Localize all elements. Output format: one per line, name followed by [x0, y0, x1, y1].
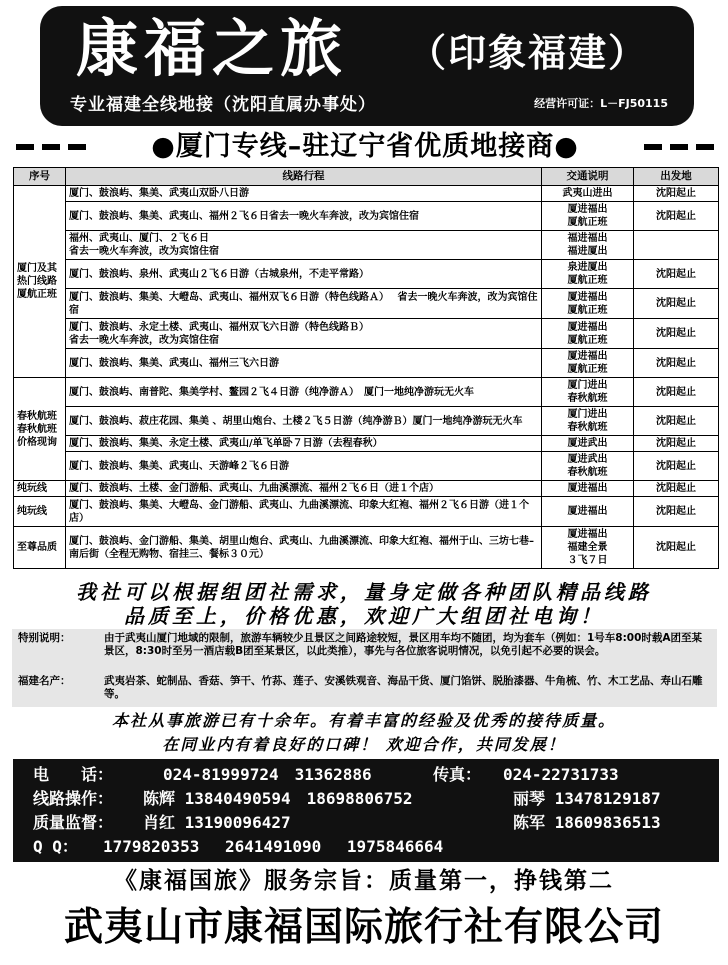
departure-city: 沈阳起止	[634, 407, 719, 436]
table-row	[14, 378, 719, 407]
departure-city: 沈阳起止	[634, 452, 719, 481]
traffic-info: 厦进福出 厦航正班	[542, 349, 634, 378]
fax-number: 024-22731733	[503, 765, 619, 784]
table-row	[14, 231, 719, 260]
traffic-info: 厦进福出 厦航正班	[542, 319, 634, 349]
section-banner	[12, 130, 718, 164]
table-row	[14, 481, 719, 497]
route-category: 春秋航班春秋航班价格现询	[14, 378, 66, 481]
traffic-info: 厦进武出	[542, 436, 634, 452]
traffic-info: 武夷山进出	[542, 186, 634, 202]
ops-label: 线路操作：	[33, 789, 114, 808]
tagline: 专业福建全线地接（沈阳直属办事处）	[70, 95, 376, 115]
traffic-info: 厦进武出 春秋航班	[542, 452, 634, 481]
route-itinerary: 厦门、鼓浪屿、集美、大嶝岛、金门游船、武夷山、九曲溪漂流、印象大红袍、福州２飞６日游（进１个店）	[66, 497, 542, 527]
departure-city: 沈阳起止	[634, 319, 719, 349]
qq-label: Q Q：	[33, 837, 78, 856]
departure-city: 沈阳起止	[634, 497, 719, 527]
route-itinerary: 厦门、鼓浪屿、金门游船、集美、胡里山炮台、武夷山、九曲溪漂流、印象大红袍、福州于山、三坊七巷–南后街（全程无购物、宿挂三、餐标３０元）	[66, 527, 542, 569]
service-motto: 《康福国旅》服务宗旨：质量第一，挣钱第二	[114, 868, 614, 894]
route-category: 至尊品质	[14, 527, 66, 569]
route-itinerary: 厦门、鼓浪屿、菽庄花园、集美 、胡里山炮台、土楼２飞５日游（纯净游Ｂ）厦门一地纯净游玩无火车	[66, 407, 542, 436]
col-header-depart: 出发地	[634, 168, 719, 186]
departure-city	[634, 231, 719, 260]
route-itinerary: 厦门、鼓浪屿、集美、武夷山、天游峰２飞６日游	[66, 452, 542, 481]
route-itinerary: 厦门、鼓浪屿、集美、武夷山、福州２飞６日省去一晚火车奔波，改为宾馆住宿	[66, 202, 542, 231]
departure-city: 沈阳起止	[634, 481, 719, 497]
products-text: 武夷岩茶、蛇制品、香菇、笋干、竹荪、莲子、安溪铁观音、海品干货、厦门馅饼、脱胎漆器、牛角梳、竹、木工艺品、寿山石雕等。	[104, 675, 703, 700]
traffic-info: 厦门进出 春秋航班	[542, 407, 634, 436]
departure-city: 沈阳起止	[634, 527, 719, 569]
route-category: 厦门及其热门线路厦航正班	[14, 186, 66, 378]
traffic-info: 泉进厦出 厦航正班	[542, 260, 634, 289]
col-header-route: 线路行程	[66, 168, 542, 186]
route-itinerary: 厦门、鼓浪屿、土楼、金门游船、武夷山、九曲溪漂流、福州２飞６日（进１个店）	[66, 481, 542, 497]
table-row	[14, 319, 719, 349]
qa-label: 质量监督：	[33, 813, 114, 832]
header-banner	[40, 6, 694, 126]
products-label: 福建名产：	[18, 675, 71, 687]
traffic-info: 厦进福出	[542, 497, 634, 527]
route-category: 纯玩线	[14, 481, 66, 497]
qa-contact-2: 陈军 18609836513	[513, 813, 661, 832]
route-itinerary: 厦门、鼓浪屿、集美、武夷山双卧八日游	[66, 186, 542, 202]
traffic-info: 福进福出 福进厦出	[542, 231, 634, 260]
fax-label: 传真：	[433, 765, 482, 784]
section-title: ●厦门专线–驻辽宁省优质地接商●	[151, 131, 579, 162]
table-row	[14, 260, 719, 289]
table-row	[14, 186, 719, 202]
traffic-info: 厦门进出 春秋航班	[542, 378, 634, 407]
special-note-label: 特别说明：	[18, 632, 71, 644]
notes-box	[12, 629, 717, 707]
ops-contact-2: 丽琴 13478129187	[513, 789, 661, 808]
route-category: 纯玩线	[14, 497, 66, 527]
traffic-info: 厦进福出 福建全景 ３飞７日	[542, 527, 634, 569]
route-itinerary: 福州、武夷山、厦门、２飞６日 省去一晚火车奔波，改为宾馆住宿	[66, 231, 542, 260]
table-row	[14, 202, 719, 231]
company-name: 武夷山市康福国际旅行社有限公司	[63, 905, 664, 950]
table-row	[14, 497, 719, 527]
brand-title: 康福之旅	[76, 12, 349, 85]
slogan-line-2: 品质至上，价格优惠，欢迎广大组团社电询！	[124, 604, 604, 628]
dash-decoration	[16, 144, 86, 150]
traffic-info: 厦进福出 厦航正班	[542, 289, 634, 319]
brand-subtitle: （印象福建）	[408, 31, 649, 75]
route-itinerary: 厦门、鼓浪屿、集美、武夷山、福州三飞六日游	[66, 349, 542, 378]
route-itinerary: 厦门、鼓浪屿、南普陀、集美学村、鳌园２飞４日游（纯净游Ａ） 厦门一地纯净游玩无火车	[66, 378, 542, 407]
route-itinerary: 厦门、鼓浪屿、集美、永定土楼、武夷山/单飞单卧７日游（去程春秋）	[66, 436, 542, 452]
table-row	[14, 436, 719, 452]
routes-table	[13, 167, 719, 569]
col-header-traffic: 交通说明	[542, 168, 634, 186]
traffic-info: 厦进福出	[542, 481, 634, 497]
traffic-info: 厦进福出 厦航正班	[542, 202, 634, 231]
departure-city: 沈阳起止	[634, 260, 719, 289]
ops-contact: 陈辉 13840490594 18698806752	[143, 789, 413, 808]
departure-city: 沈阳起止	[634, 349, 719, 378]
departure-city: 沈阳起止	[634, 378, 719, 407]
promo-line-2: 在同业内有着良好的口碑！ 欢迎合作，共同发展！	[162, 735, 566, 754]
table-header-row	[14, 168, 719, 186]
table-row	[14, 527, 719, 569]
phone-label: 电 话：	[33, 765, 114, 784]
license-number: 经营许可证：L－FJ50115	[534, 97, 668, 110]
table-row	[14, 289, 719, 319]
route-itinerary: 厦门、鼓浪屿、永定土楼、武夷山、福州双飞六日游（特色线路Ｂ） 省去一晚火车奔波，改为宾馆住宿	[66, 319, 542, 349]
departure-city: 沈阳起止	[634, 186, 719, 202]
col-header-index: 序号	[14, 168, 66, 186]
special-note-text: 由于武夷山厦门地域的限制，旅游车辆较少且景区之间路途较短，景区用车均不随团，均为套车（例如：1号车8:00时载A团至某景区，8:30时至另一酒店载B团至某景区，以此类推），事先与各位旅客说明情况，以免引起不必要的误会。	[104, 632, 703, 657]
dash-decoration	[644, 144, 714, 150]
promo-line-1: 本社从事旅游已有十余年。有着丰富的经验及优秀的接待质量。	[111, 711, 616, 730]
table-row	[14, 407, 719, 436]
phone-numbers: 024-81999724 31362886	[163, 765, 372, 784]
qq-numbers: 1779820353 2641491090 1975846664	[103, 837, 444, 856]
departure-city: 沈阳起止	[634, 436, 719, 452]
table-row	[14, 349, 719, 378]
contact-box	[13, 759, 719, 862]
route-itinerary: 厦门、鼓浪屿、泉州、武夷山２飞６日游（古城泉州，不走平常路）	[66, 260, 542, 289]
departure-city: 沈阳起止	[634, 289, 719, 319]
slogan-line-1: 我社可以根据组团社需求，量身定做各种团队精品线路	[76, 580, 652, 604]
table-row	[14, 452, 719, 481]
departure-city: 沈阳起止	[634, 202, 719, 231]
route-itinerary: 厦门、鼓浪屿、集美、大嶝岛、武夷山、福州双飞６日游（特色线路Ａ） 省去一晚火车奔波，改为宾馆住宿	[66, 289, 542, 319]
qa-contact: 肖红 13190096427	[143, 813, 291, 832]
